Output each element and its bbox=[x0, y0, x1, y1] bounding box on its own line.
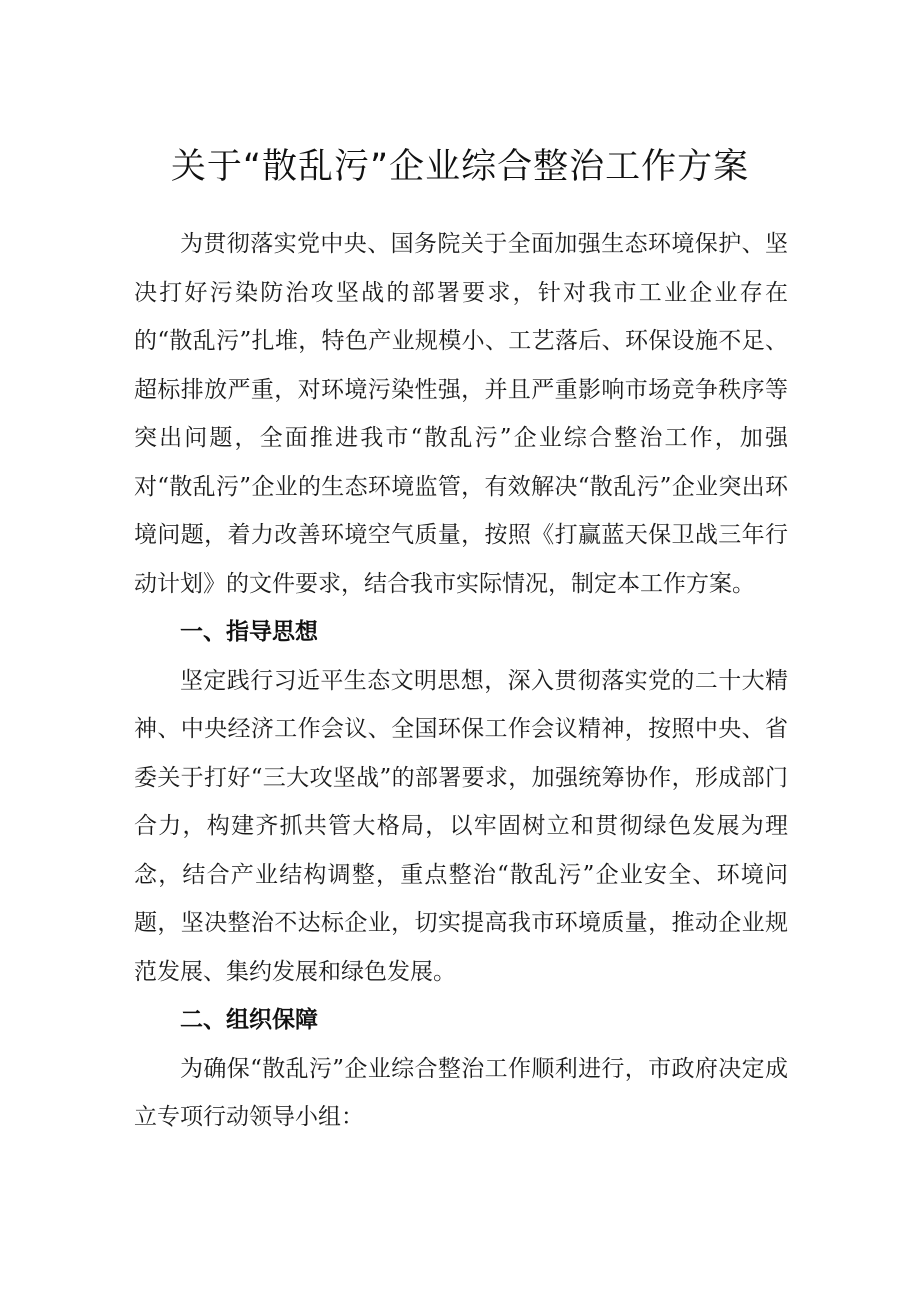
section-heading-guiding-ideology: 一、指导思想 bbox=[180, 619, 318, 645]
document-body bbox=[134, 220, 788, 1142]
section-paragraph-guiding-ideology: 坚定践行习近平生态文明思想，深入贯彻落实党的二十大精神、中央经济工作会议、全国环保工作会议精神，按照中央、省委关于打好“三大攻坚战”的部署要求，加强统筹协作，形成部门合力，构建齐抓共管大格局，以牢固树立和贯彻绿色发展为理念，结合产业结构调整，重点整治“散乱污”企业安全、环境问题，坚决整治不达标企业，切实提高我市环境质量，推动企业规范发展、集约发展和绿色发展。 bbox=[134, 667, 788, 985]
section-heading-organization: 二、组织保障 bbox=[180, 1007, 318, 1033]
section-paragraph-organization: 为确保“散乱污”企业综合整治工作顺利进行，市政府决定成立专项行动领导小组： bbox=[134, 1055, 788, 1130]
document-title: 关于“散乱污”企业综合整治工作方案 bbox=[170, 147, 750, 187]
intro-paragraph: 为贯彻落实党中央、国务院关于全面加强生态环境保护、坚决打好污染防治攻坚战的部署要求，针对我市工业企业存在的“散乱污”扎堆，特色产业规模小、工艺落后、环保设施不足、超标排放严重，对环境污染性强，并且严重影响市场竞争秩序等突出问题，全面推进我市“散乱污”企业综合整治工作，加强对“散乱污”企业的生态环境监管，有效解决“散乱污”企业突出环境问题，着力改善环境空气质量，按照《打赢蓝天保卫战三年行动计划》的文件要求，结合我市实际情况，制定本工作方案。 bbox=[134, 231, 788, 597]
